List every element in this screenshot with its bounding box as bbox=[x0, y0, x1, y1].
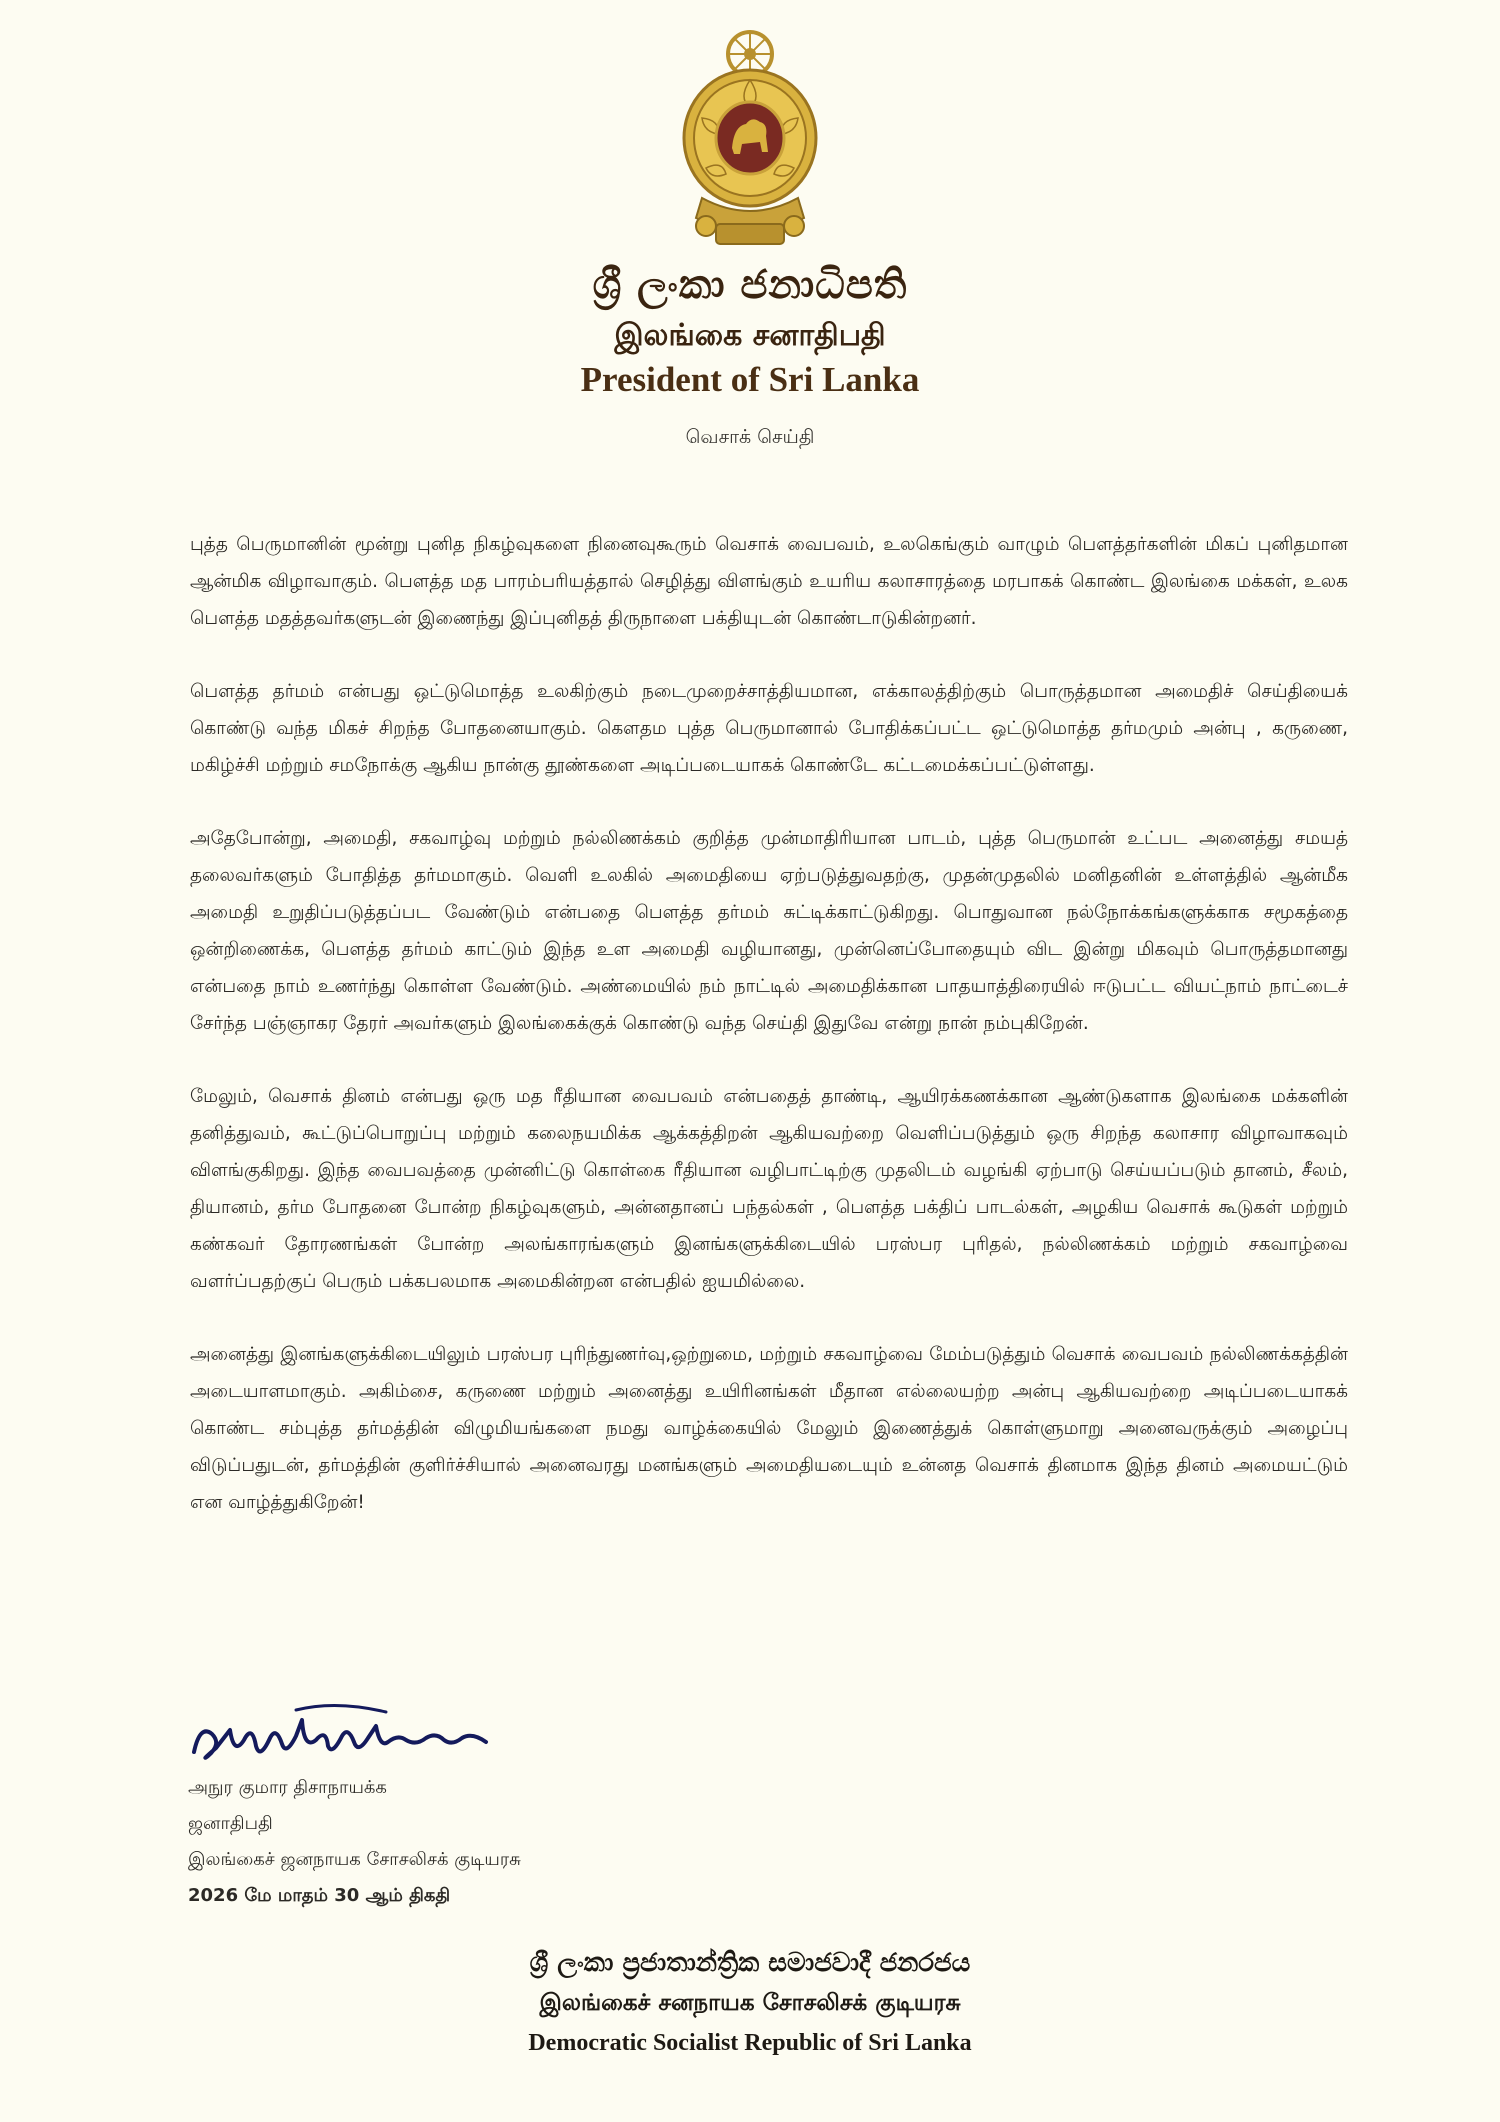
signatory-name: அநுர குமார திசாநாயக்க bbox=[188, 1777, 387, 1798]
footer-english: Democratic Socialist Republic of Sri Lanka bbox=[528, 2030, 972, 2056]
header-english: President of Sri Lanka bbox=[580, 360, 920, 399]
paragraph: புத்த பெருமானின் மூன்று புனித நிகழ்வுகளை நினைவுகூரும் வெசாக் வைபவம், உலகெங்கும் வாழும் பௌத்தர்களின் மிகப் புனிதமான ஆன்மிக விழாவாகும். பௌத்த மத பாரம்பரியத்தால் செழித்து விளங்கும் உயரிய கலாசாரத்தை மரபாகக் கொண்ட இலங்கை மக்கள், உலக பௌத்த மதத்தவர்களுடன் இணைந்து இப்புனிதத் திருநாளை பக்தியுடன் கொண்டாடுகின்றனர். bbox=[190, 534, 1348, 629]
message-body bbox=[190, 526, 1348, 1557]
letter-date: 2026 மே மாதம் 30 ஆம் திகதி bbox=[188, 1885, 451, 1906]
paragraph: மேலும், வெசாக் தினம் என்பது ஒரு மத ரீதியான வைபவம் என்பதைத் தாண்டி, ஆயிரக்கணக்கான ஆண்டுகளாக இலங்கை மக்களின் தனித்துவம், கூட்டுப்பொறுப்பு மற்றும் கலைநயமிக்க ஆக்கத்திறன் ஆகியவற்றை வெளிப்படுத்தும் ஒரு சிறந்த கலாசார விழாவாகவும் விளங்குகிறது. இந்த வைபவத்தை முன்னிட்டு கொள்கை ரீதியான வழிபாட்டிற்கு முதலிடம் வழங்கி ஏற்பாடு செய்யப்படும் தானம், சீலம், தியானம், தர்ம போதனை போன்ற நிகழ்வுகளும், அன்னதானப் பந்தல்கள் , பௌத்த பக்திப் பாடல்கள், அழகிய வெசாக் கூடுகள் மற்றும் கண்கவர் தோரணங்கள் போன்ற அலங்காரங்களும் இனங்களுக்கிடையில் பரஸ்பர புரிதல், நல்லிணக்கம் மற்றும் சகவாழ்வை வளர்ப்பதற்குப் பெரும் பக்கபலமாக அமைகின்றன என்பதில் ஐயமில்லை. bbox=[190, 1086, 1348, 1292]
footer-sinhala: ශ්‍රී ලංකා ප්‍රජාතාන්ත්‍රික සමාජවාදී ජනරජය bbox=[529, 1948, 971, 1978]
signatory-role: ஜனாதிபதி bbox=[188, 1813, 273, 1834]
header-sinhala: ශ්‍රී ලංකා ජනාධිපති bbox=[592, 262, 908, 308]
signature bbox=[186, 1690, 506, 1780]
footer-tamil: இலங்கைச் சனநாயக சோசலிசக் குடியரசு bbox=[539, 1990, 961, 2016]
document-title: வெசாக் செய்தி bbox=[685, 426, 815, 448]
sri-lanka-emblem-icon bbox=[672, 28, 828, 253]
paragraph: அனைத்து இனங்களுக்கிடையிலும் பரஸ்பர புரிந்துணர்வு,ஒற்றுமை, மற்றும் சகவாழ்வை மேம்படுத்தும் வெசாக் வைபவம் நல்லிணக்கத்தின் அடையாளமாகும். அகிம்சை, கருணை மற்றும் அனைத்து உயிரினங்கள் மீதான எல்லையற்ற அன்பு ஆகியவற்றை அடிப்படையாகக் கொண்ட சம்புத்த தர்மத்தின் விழுமியங்களை நமது வாழ்க்கையில் மேலும் இணைத்துக் கொள்ளுமாறு அனைவருக்கும் அழைப்பு விடுப்பதுடன், தர்மத்தின் குளிர்ச்சியால் அனைவரது மனங்களும் அமைதியடையும் உன்னத வெசாக் தினமாக இந்த தினம் அமையட்டும் என வாழ்த்துகிறேன்! bbox=[190, 1344, 1348, 1513]
paragraph: பௌத்த தர்மம் என்பது ஒட்டுமொத்த உலகிற்கும் நடைமுறைச்சாத்தியமான, எக்காலத்திற்கும் பொருத்தமான அமைதிச் செய்தியைக் கொண்டு வந்த மிகச் சிறந்த போதனையாகும். கௌதம புத்த பெருமானால் போதிக்கப்பட்ட ஒட்டுமொத்த தர்மமும் அன்பு , கருணை, மகிழ்ச்சி மற்றும் சமநோக்கு ஆகிய நான்கு தூண்களை அடிப்படையாகக் கொண்டே கட்டமைக்கப்பட்டுள்ளது. bbox=[190, 681, 1348, 776]
header-tamil: இலங்கை சனாதிபதி bbox=[614, 318, 886, 353]
signature-block bbox=[188, 1770, 521, 1914]
paragraph: அதேபோன்று, அமைதி, சகவாழ்வு மற்றும் நல்லிணக்கம் குறித்த முன்மாதிரியான பாடம், புத்த பெருமான் உட்பட அனைத்து சமயத் தலைவர்களும் போதித்த தர்மமாகும். வெளி உலகில் அமைதியை ஏற்படுத்துவதற்கு, முதன்முதலில் மனிதனின் உள்ளத்தில் ஆன்மீக அமைதி உறுதிப்படுத்தப்பட வேண்டும் என்பதை பௌத்த தர்மம் சுட்டிக்காட்டுகிறது. பொதுவான நல்நோக்கங்களுக்காக சமூகத்தை ஒன்றிணைக்க, பௌத்த தர்மம் காட்டும் இந்த உள அமைதி வழியானது, முன்னெப்போதையும் விட இன்று மிகவும் பொருத்தமானது என்பதை நாம் உணர்ந்து கொள்ள வேண்டும். அண்மையில் நம் நாட்டில் அமைதிக்கான பாதயாத்திரையில் ஈடுபட்ட வியட்நாம் நாட்டைச் சேர்ந்த பஞ்ஞாகர தேரர் அவர்களும் இலங்கைக்குக் கொண்டு வந்த செய்தி இதுவே என்று நான் நம்புகிறேன். bbox=[190, 828, 1348, 1034]
signatory-country: இலங்கைச் ஜனநாயக சோசலிசக் குடியரசு bbox=[188, 1849, 521, 1870]
